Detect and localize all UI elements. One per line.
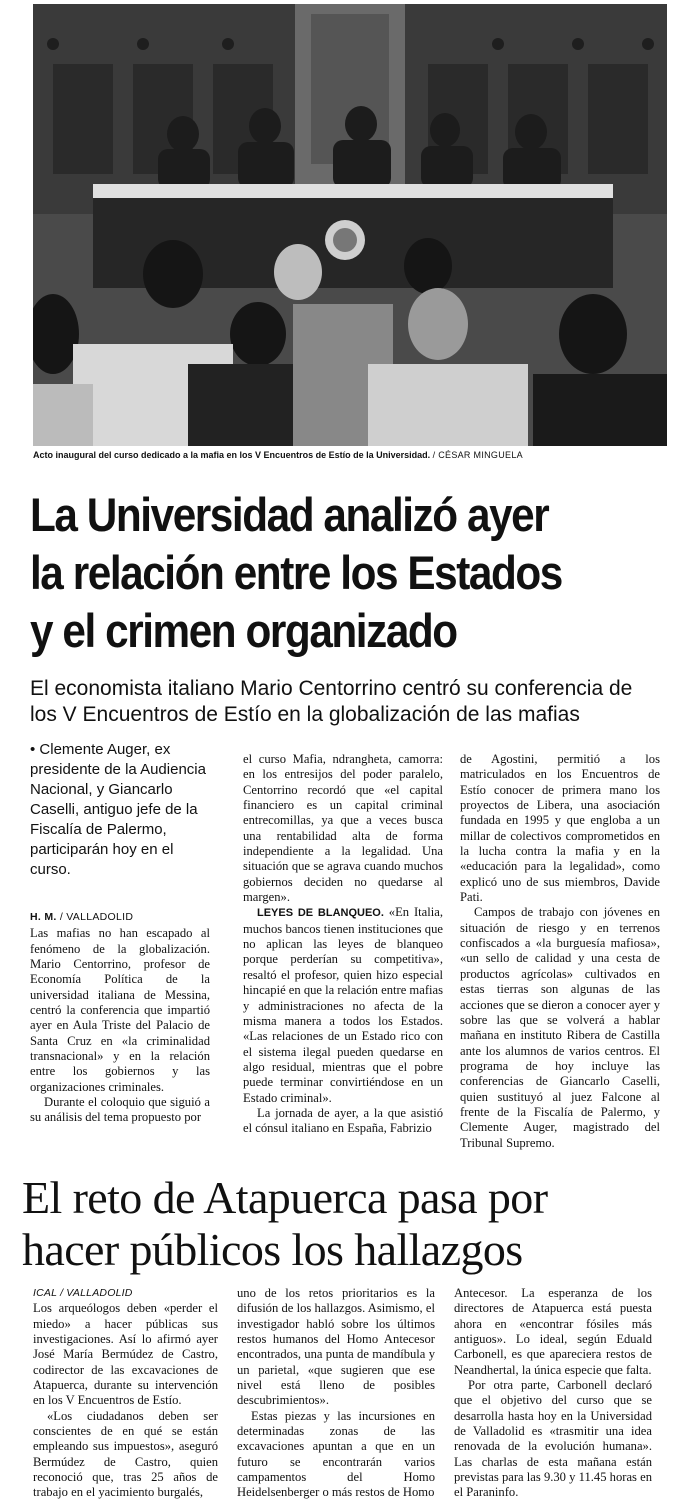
paragraph: Campos de trabajo con jóvenes en situación de riesgo y en terrenos confiscados a «la burguesía mafiosa», «un sello de calidad y una cesta de productos agrícolas» cultivados en estas tierras son algunas de las acciones que se dieron a conocer ayer y sobre las que se volverá a hablar mañana en instituto Ribera de Castilla ante los alumnos de varios centros. El programa de hoy incluye las conferencias de Giancarlo Caselli, quien sustituyó al juez Falcone al frente de la Fiscalía de Palermo, y Clemente Auger, magistrado del Tribunal Supremo. — [460, 905, 660, 1150]
article-headline — [30, 486, 615, 660]
headline-line: hacer públicos los hallazgos — [22, 1224, 523, 1275]
paragraph-continued: de Agostini, permitió a los matriculados en los Encuentros de Estío conocer de primera mano los proyectos de Libera, una asociación fundada en 1995 y que engloba a un millar de colectivos comprometidos en la lucha contra la mafia y en la «educación para la legalidad», como explicó uno de sus miembros, Davide Pati. — [460, 752, 660, 905]
second-article-column-2 — [237, 1286, 435, 1501]
paragraph: Estas piezas y las incursiones en determinadas zonas de las excavaciones apuntan a que en un futuro se encontrarán varios campamentos del Homo Heidelsenberger o más restos de Homo — [237, 1408, 435, 1500]
photo-credit: / CÉSAR MINGUELA — [432, 450, 523, 460]
paragraph: Por otra parte, Carbonell declaró que el objetivo del curso que se desarrolla hasta hoy en la Universidad de Valladolid es «trasmitir una idea renovada de la evolución humana». Las charlas de esta mañana están previstas para las 9.30 y 11.45 horas en el Paraninfo. — [454, 1378, 652, 1500]
auditorium-photo-graphic — [33, 4, 667, 446]
byline-author: H. M. — [30, 911, 57, 923]
subheadline-line: El economista italiano Mario Centorrino centró su conferencia de — [30, 677, 633, 700]
article-photo — [33, 4, 667, 446]
second-article-column-3 — [454, 1286, 652, 1501]
headline-line: El reto de Atapuerca pasa por — [22, 1172, 548, 1223]
paragraph-continued: el curso Mafia, ndrangheta, camorra: en los entresijos del poder paralelo, Centorrino recordó que «el capital financiero es un capital criminal entrecomillas, ya que a veces busca una rentabilidad alta de forma independiente a la legalidad. Una situación que se agrava cuando muchos gobiernos deciden no quedarse al margen». — [243, 752, 443, 905]
photo-caption-text: Acto inaugural del curso dedicado a la mafia en los V Encuentros de Estío de la Universidad. — [33, 450, 431, 460]
paragraph: Durante el coloquio que siguió a su análisis del tema propuesto por — [30, 1095, 210, 1125]
article-subheadline — [30, 676, 680, 728]
headline-line: y el crimen organizado — [30, 604, 457, 657]
article-column-3 — [460, 752, 660, 1151]
second-article-column-1 — [33, 1286, 218, 1501]
headline-line: la relación entre los Estados — [30, 546, 562, 599]
paragraph: Los arqueólogos deben «perder el miedo» a hacer públicas sus investigaciones. Así lo afirmó ayer José María Bermúdez de Castro, codirector de las excavaciones de Atapuerca, durante su intervención en los V Encuentros de Estío. — [33, 1301, 218, 1408]
paragraph: Las mafias no han escapado al fenómeno de la globalización. Mario Centorrino, profesor de Economía Política de la universidad italiana de Messina, centró la conferencia que impartió ayer en Aula Triste del Palacio de Santa Cruz en «la criminalidad transnacional» y en la relación entre los gobiernos y las organizaciones criminales. — [30, 926, 210, 1094]
paragraph — [243, 905, 443, 1105]
paragraph-text: «En Italia, muchos bancos tienen instituciones que no aplican las leyes de blanqueo porque perderían su competitiva», resaltó el profesor, quien hizo especial hincapié en que la relación entre mafias y administraciones no afecta de la misma manera a todos los Estados. «Las relaciones de un Estado rico con el sistema ilegal pueden quedarse en algo residual, mientras que el pobre puede terminar convirtiéndose en un Estado criminal». — [243, 905, 443, 1105]
second-article-headline — [22, 1172, 682, 1276]
article-column-2 — [243, 752, 443, 1137]
paragraph: «Los ciudadanos deben ser conscientes de en qué se están empleando sus impuestos», aseguró Bermúdez de Castro, quien reconoció que, tras 25 años de trabajo en el yacimiento burgalés, — [33, 1408, 218, 1500]
byline: ICAL / VALLADOLID — [33, 1287, 133, 1299]
article-column-1 — [30, 740, 210, 1126]
byline — [30, 910, 210, 925]
paragraph-continued: uno de los retos prioritarios es la difusión de los hallazgos. Asimismo, el investigador habló sobre los últimos restos humanos del Homo Antecesor encontrados, una punta de mandíbula y un parietal, «que sugieren que ese nivel está lleno de posibles descubrimientos». — [237, 1286, 435, 1408]
headline-line: La Universidad analizó ayer — [30, 488, 549, 541]
subheadline-line: los V Encuentros de Estío en la globalización de las mafias — [30, 703, 580, 726]
byline-place: / VALLADOLID — [59, 911, 134, 923]
paragraph-continued: Antecesor. La esperanza de los directores de Atapuerca está puesta ahora en «encontrar fósiles más antiguos». Lo ideal, según Eduald Carbonell, es que apareciera restos de Neandhertal, la única especie que falta. — [454, 1286, 652, 1377]
photo-caption — [33, 450, 673, 460]
paragraph: La jornada de ayer, a la que asistió el cónsul italiano en España, Fabrizio — [243, 1105, 443, 1136]
summary-bullet: • Clemente Auger, ex presidente de la Audiencia Nacional, y Giancarlo Caselli, antiguo jefe de la Fiscalía de Palermo, participarán hoy en el curso. — [30, 741, 206, 878]
section-lead: LEYES DE BLANQUEO. — [257, 907, 384, 920]
